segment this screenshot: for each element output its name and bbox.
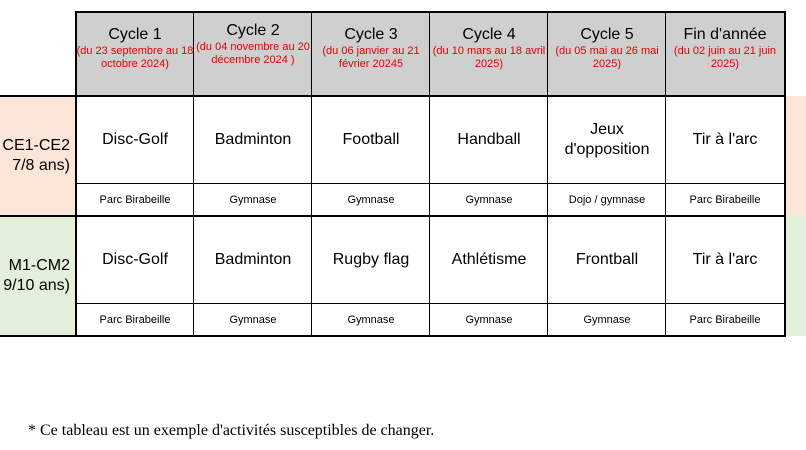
grid-line xyxy=(547,11,548,337)
cycle-title: Cycle 1 xyxy=(108,26,162,43)
header-cycle-2 xyxy=(194,12,312,96)
next-column-fill-row2 xyxy=(786,216,806,336)
activity-cell: Badminton xyxy=(214,131,292,148)
location-cell: Parc Birabeille xyxy=(99,314,171,326)
header-fin-annee xyxy=(666,12,784,96)
activity-cell: Rugby flag xyxy=(332,251,410,268)
cycle-dates: (du 23 septembre au 18 octobre 2024) xyxy=(76,45,194,70)
grid-line xyxy=(0,215,786,217)
activity-cell: Jeux d'opposition xyxy=(564,121,650,158)
location-cell: Dojo / gymnase xyxy=(568,194,646,206)
location-cell: Parc Birabeille xyxy=(99,194,171,206)
level-label: M1-CM2 xyxy=(8,257,70,274)
grid-line xyxy=(429,11,430,337)
header-cycle-1 xyxy=(76,12,194,96)
location-cell: Parc Birabeille xyxy=(689,194,761,206)
location-cell: Gymnase xyxy=(465,314,513,326)
activity-cell: Football xyxy=(342,131,400,148)
grid-line xyxy=(665,11,666,337)
activity-cell: Athlétisme xyxy=(451,251,527,268)
activity-cell: Frontball xyxy=(575,251,639,268)
activity-cell: Disc-Golf xyxy=(102,131,168,148)
location-cell: Parc Birabeille xyxy=(689,314,761,326)
grid-line xyxy=(784,11,786,337)
cycle-dates: (du 10 mars au 18 avril 2025) xyxy=(432,45,546,70)
header-cycle-3 xyxy=(312,12,430,96)
grid-line xyxy=(76,183,786,184)
level-age: 7/8 ans) xyxy=(12,157,70,174)
grid-line xyxy=(0,95,786,97)
cycle-dates: (du 05 mai au 26 mai 2025) xyxy=(555,45,659,70)
cycle-dates: (du 02 juin au 21 juin 2025) xyxy=(673,45,777,70)
cycle-title: Cycle 5 xyxy=(580,26,634,43)
grid-line xyxy=(193,11,194,337)
location-cell: Gymnase xyxy=(347,314,395,326)
cycle-title: Cycle 4 xyxy=(462,26,516,43)
header-cycle-4 xyxy=(430,12,548,96)
level-label: CE1-CE2 xyxy=(2,137,70,154)
activity-cell: Disc-Golf xyxy=(102,251,168,268)
grid-line xyxy=(0,335,786,337)
grid-line xyxy=(75,11,77,337)
activity-cell: Badminton xyxy=(214,251,292,268)
grid-line xyxy=(76,11,786,13)
footnote: * Ce tableau est un exemple d'activités susceptibles de changer. xyxy=(28,422,435,439)
cycle-dates: (du 06 janvier au 21 février 20245 xyxy=(322,45,420,70)
activity-cell: Handball xyxy=(457,131,521,148)
activity-cell: Tir à l'arc xyxy=(692,251,758,268)
level-cell-cm1-cm2 xyxy=(0,216,76,336)
cycle-dates: (du 04 novembre au 20 décembre 2024 ) xyxy=(196,41,310,66)
location-cell: Gymnase xyxy=(229,194,277,206)
grid-line xyxy=(311,11,312,337)
location-cell: Gymnase xyxy=(347,194,395,206)
level-age: 9/10 ans) xyxy=(3,277,70,294)
level-cell-ce1-ce2 xyxy=(0,96,76,216)
table-corner xyxy=(0,12,76,96)
cycle-title: Cycle 3 xyxy=(344,26,398,43)
header-cycle-5 xyxy=(548,12,666,96)
activity-cell: Tir à l'arc xyxy=(692,131,758,148)
location-cell: Gymnase xyxy=(583,314,631,326)
location-cell: Gymnase xyxy=(465,194,513,206)
cycle-title: Cycle 2 xyxy=(226,22,280,39)
cycle-title: Fin d'année xyxy=(683,26,767,43)
location-cell: Gymnase xyxy=(229,314,277,326)
grid-line xyxy=(76,303,786,304)
next-column-fill-row1 xyxy=(786,96,806,216)
